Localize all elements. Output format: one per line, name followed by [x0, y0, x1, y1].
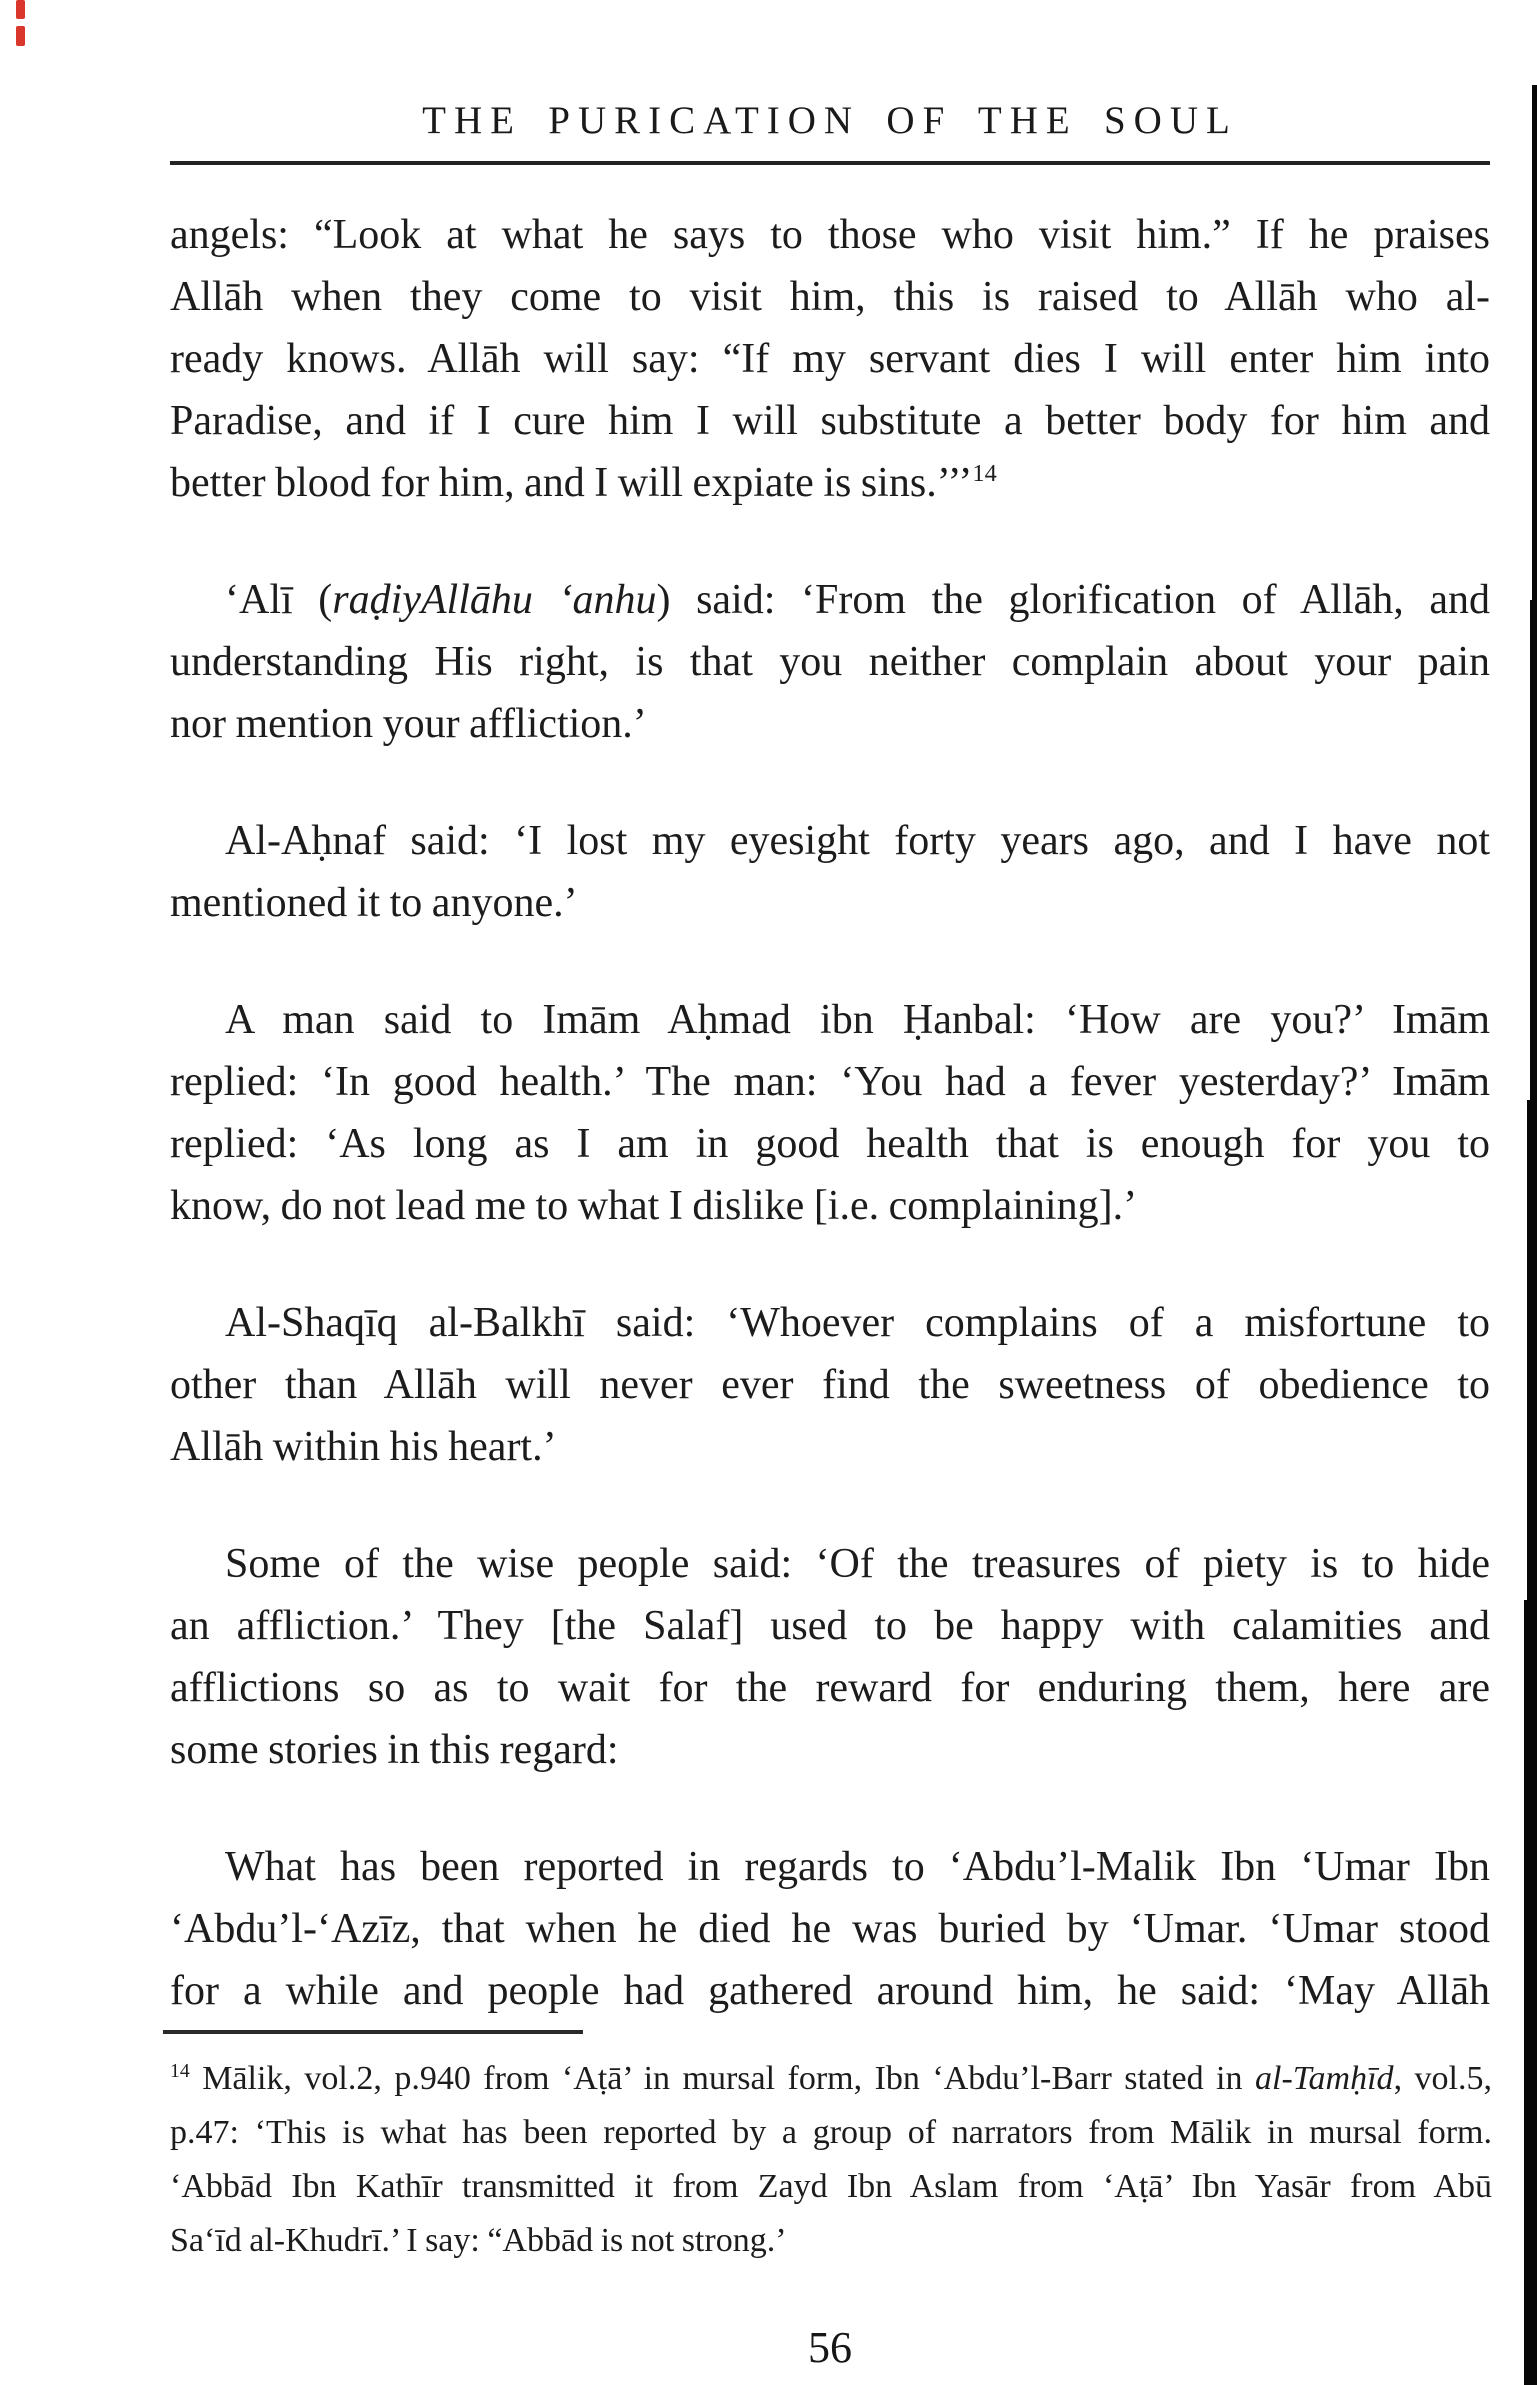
text-line — [170, 693, 1490, 755]
text-run: p.47: ‘This is what has been reported by a group of narrators from Mālik in mursal form. — [170, 2114, 1492, 2151]
text-run: understanding His right, is that you neither complain about your pain — [170, 639, 1490, 685]
text-run: A man said to Imām Aḥmad ibn Ḥanbal: ‘How are you?’ Imām — [225, 997, 1490, 1043]
paragraph — [170, 1836, 1490, 2022]
footnote-reference: 14 — [170, 2059, 190, 2082]
text-run: Al-Aḥnaf said: ‘I lost my eyesight forty years ago, and I have not — [225, 818, 1490, 864]
text-line — [170, 1719, 1490, 1781]
footnote — [170, 2052, 1492, 2268]
scan-gutter-shadow — [1530, 600, 1537, 1100]
text-line — [170, 328, 1490, 390]
header-rule — [170, 161, 1490, 165]
text-line — [170, 1960, 1490, 2022]
paragraph — [170, 1533, 1490, 1781]
paragraph — [170, 569, 1490, 755]
text-run: nor mention your affliction.’ — [170, 701, 647, 747]
footnote-reference: 14 — [972, 459, 997, 487]
text-line — [170, 872, 1490, 934]
text-run: replied: ‘As long as I am in good health that is enough for you to — [170, 1121, 1490, 1167]
text-run: mentioned it to anyone.’ — [170, 880, 578, 926]
footnote-line — [170, 2160, 1492, 2214]
text-run: , vol.5, — [1393, 2060, 1492, 2097]
text-line — [170, 1175, 1490, 1237]
text-run: other than Allāh will never ever find the sweetness of obedience to — [170, 1362, 1490, 1408]
text-line — [170, 1113, 1490, 1175]
text-run: ‘Alī ( — [225, 577, 333, 623]
text-run: know, do not lead me to what I dislike [i.e. complaining].’ — [170, 1183, 1138, 1229]
text-run: an affliction.’ They [the Salaf] used to be happy with calamities and — [170, 1603, 1490, 1649]
text-line — [170, 390, 1490, 452]
text-run: Allāh within his heart.’ — [170, 1424, 557, 1470]
text-line — [170, 1595, 1490, 1657]
text-run: Mālik, vol.2, p.940 from ‘Aṭā’ in mursal form, Ibn ‘Abdu’l-Barr stated in — [189, 2060, 1255, 2097]
text-line — [170, 631, 1490, 693]
text-line — [170, 1354, 1490, 1416]
text-line — [170, 1533, 1490, 1595]
paragraph — [170, 989, 1490, 1237]
italic-run: al-Tamḥīd — [1255, 2060, 1394, 2097]
text-run: angels: “Look at what he says to those who visit him.” If he praises — [170, 212, 1490, 258]
text-run: ‘Abdu’l-‘Azīz, that when he died he was buried by ‘Umar. ‘Umar stood — [170, 1906, 1490, 1952]
page-number: 56 — [808, 2323, 852, 2372]
text-line — [170, 1292, 1490, 1354]
text-line — [170, 1657, 1490, 1719]
footnote-line — [170, 2052, 1492, 2106]
footnote-line — [170, 2214, 1492, 2268]
paragraph — [170, 1292, 1490, 1478]
text-run: Al-Shaqīq al-Balkhī said: ‘Whoever complains of a misfortune to — [225, 1300, 1490, 1346]
running-header: THE PURICATION OF THE SOUL — [422, 99, 1238, 142]
text-run: ‘Abbād Ibn Kathīr transmitted it from Zayd Ibn Aslam from ‘Aṭā’ Ibn Yasār from Abū — [170, 2168, 1492, 2205]
scan-gutter-shadow — [1524, 1600, 1537, 2385]
text-run: afflictions so as to wait for the reward for enduring them, here are — [170, 1665, 1490, 1711]
text-run: ) said: ‘From the glorification of Allāh, and — [656, 577, 1490, 623]
red-pen-mark — [16, 26, 25, 46]
text-run: better blood for him, and I will expiate is sins.’’’ — [170, 460, 973, 506]
text-line — [170, 452, 1490, 514]
red-pen-mark — [16, 0, 25, 19]
text-line — [170, 1836, 1490, 1898]
text-run: replied: ‘In good health.’ The man: ‘You had a fever yesterday?’ Imām — [170, 1059, 1490, 1105]
text-line — [170, 204, 1490, 266]
paragraph — [170, 204, 1490, 514]
text-run: for a while and people had gathered around him, he said: ‘May Allāh — [170, 1968, 1490, 2014]
body-text — [170, 204, 1490, 2022]
text-run: Allāh when they come to visit him, this is raised to Allāh who al- — [170, 274, 1490, 320]
text-run: Sa‘īd al-Khudrī.’ I say: “Abbād is not strong.’ — [170, 2222, 787, 2259]
footnote-separator — [163, 2030, 583, 2034]
italic-run: raḍiyAllāhu ‘anhu — [332, 577, 657, 623]
scan-gutter-shadow — [1527, 1100, 1537, 1600]
text-run: Some of the wise people said: ‘Of the treasures of piety is to hide — [225, 1541, 1490, 1587]
text-line — [170, 1416, 1490, 1478]
text-line — [170, 569, 1490, 631]
text-run: What has been reported in regards to ‘Abdu’l-Malik Ibn ‘Umar Ibn — [225, 1844, 1490, 1890]
text-line — [170, 1051, 1490, 1113]
footnote-line — [170, 2106, 1492, 2160]
text-run: ready knows. Allāh will say: “If my servant dies I will enter him into — [170, 336, 1490, 382]
text-run: some stories in this regard: — [170, 1727, 619, 1773]
scan-gutter-shadow — [1532, 85, 1537, 600]
text-line — [170, 810, 1490, 872]
text-line — [170, 266, 1490, 328]
paragraph — [170, 810, 1490, 934]
text-line — [170, 989, 1490, 1051]
text-line — [170, 1898, 1490, 1960]
text-run: Paradise, and if I cure him I will substitute a better body for him and — [170, 398, 1490, 444]
